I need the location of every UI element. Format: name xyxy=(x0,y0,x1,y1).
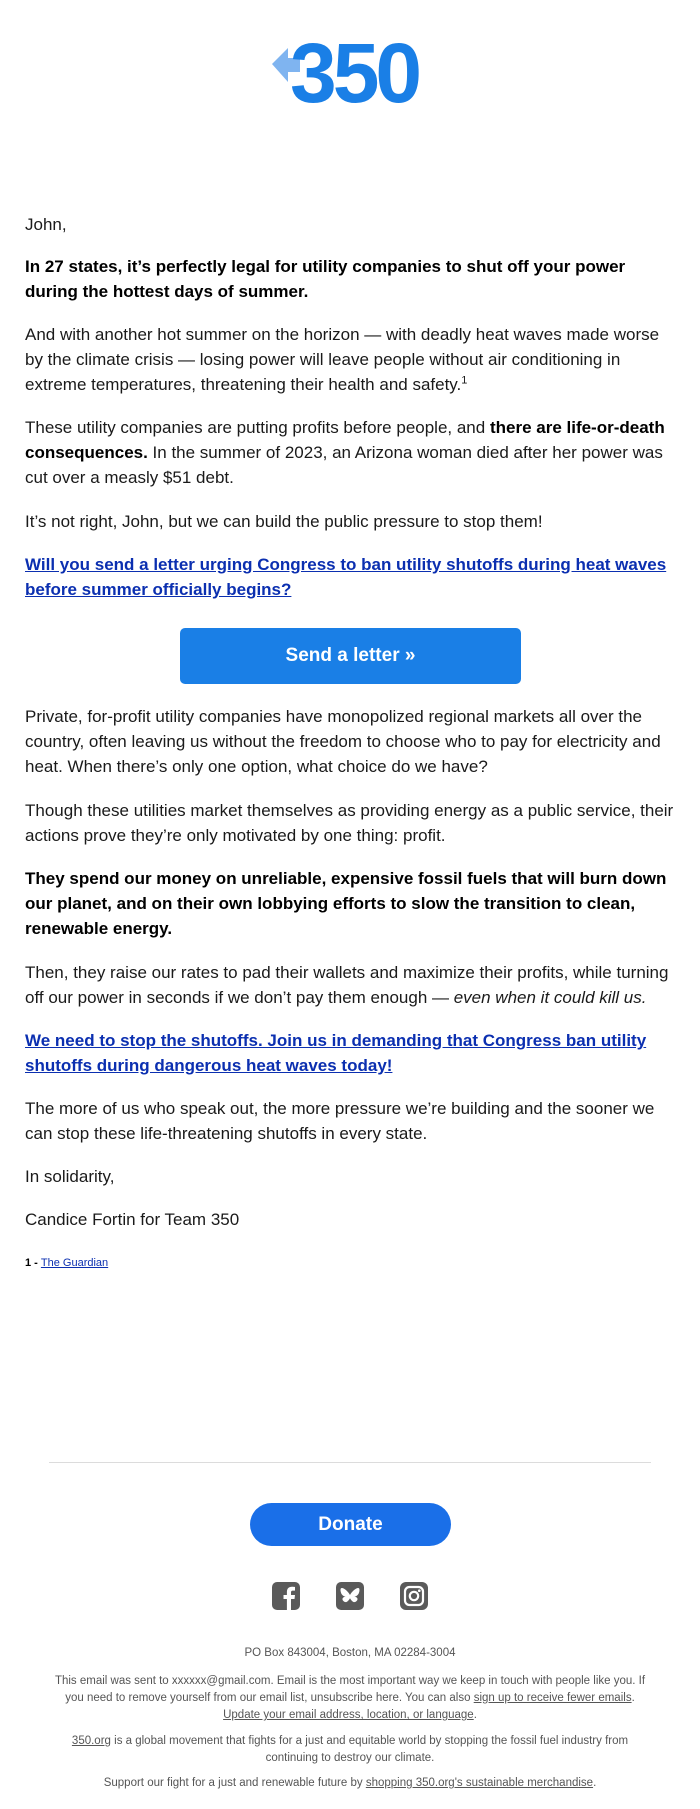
monopoly-paragraph: Private, for-profit utility companies have monopolized regional markets all over the country, often leaving us without the freedom to choose who to pay for electricity and heat. When there’s only one option, what choice do we have? xyxy=(25,707,661,776)
donate-button[interactable]: Donate xyxy=(250,1503,451,1546)
350-logo xyxy=(270,30,436,106)
email-notice: This email was sent to xxxxxx@gmail.com. Email is the most important way we keep in touch with people like you. If you need to remove yourself from our email list, unsubscribe here. You can also sign up to receive fewer emails. Update your email address, location, or language. xyxy=(54,1675,646,1721)
facebook-icon[interactable] xyxy=(272,1582,300,1610)
send-letter-button[interactable]: Send a letter » xyxy=(180,628,521,684)
mailing-address: PO Box 843004, Boston, MA 02284-3004 xyxy=(244,1647,456,1659)
intro-bold-paragraph: In 27 states, it’s perfectly legal for utility companies to shut off your power during the hottest days of summer. xyxy=(25,257,626,301)
fossil-fuels-paragraph: They spend our money on unreliable, expensive fossil fuels that will burn down our planet, and on their own lobbying efforts to slow the transition to clean, renewable energy. xyxy=(25,869,667,938)
stop-shutoffs-paragraph xyxy=(25,1028,680,1078)
rates-paragraph: Then, they raise our rates to pad their wallets and maximize their profits, while turning off our power in seconds if we don’t pay them enough — even when it could kill us. xyxy=(25,963,669,1007)
bluesky-icon[interactable] xyxy=(336,1582,364,1610)
350-org-link[interactable]: 350.org xyxy=(71,1735,111,1747)
shop-merchandise-link[interactable]: shopping 350.org's sustainable merchandise xyxy=(365,1777,594,1789)
heat-wave-paragraph: And with another hot summer on the horizon — with deadly heat waves made worse by the climate crisis — losing power will leave people without air conditioning in extreme temperatures, threatening their health and safety.$^1$ xyxy=(25,325,660,394)
svg-text:350: 350 xyxy=(290,30,419,106)
closing: In solidarity, xyxy=(25,1167,115,1186)
footnote: 1 - The Guardian xyxy=(25,1257,109,1269)
letter-link-paragraph xyxy=(25,552,680,602)
fewer-emails-link[interactable]: sign up to receive fewer emails xyxy=(473,1692,632,1704)
send-letter-link[interactable]: Will you send a letter urging Congress to ban utility shutoffs during heat waves before summer officially begins? xyxy=(25,555,667,599)
footnote-ref: 1 xyxy=(461,374,468,387)
footer-divider xyxy=(49,1462,651,1463)
profit-motive-paragraph: Though these utilities market themselves as providing energy as a public service, their actions prove they’re only motivated by one thing: profit. xyxy=(25,801,674,845)
org-description: 350.org is a global movement that fights for a just and equitable world by stopping the fossil fuel industry from continuing to destroy our climate. xyxy=(71,1735,629,1764)
merch-support: Support our fight for a just and renewable future by shopping 350.org's sustainable merchandise. xyxy=(103,1777,597,1789)
stop-shutoffs-link[interactable]: We need to stop the shutoffs. Join us in demanding that Congress ban utility shutoffs during dangerous heat waves today! xyxy=(25,1031,647,1075)
not-right-paragraph: It’s not right, John, but we can build the public pressure to stop them! xyxy=(25,512,543,531)
update-preferences-link[interactable]: Update your email address, location, or language xyxy=(223,1709,474,1721)
speak-out-paragraph: The more of us who speak out, the more pressure we’re building and the sooner we can stop these life-threatening shutoffs in every state. xyxy=(25,1099,655,1143)
signature: Candice Fortin for Team 350 xyxy=(25,1210,240,1229)
profits-paragraph: These utility companies are putting profits before people, and there are life-or-death consequences. In the summer of 2023, an Arizona woman died after her power was cut over a measly $51 debt. xyxy=(25,418,665,487)
greeting: John, xyxy=(25,215,67,234)
guardian-link[interactable]: The Guardian xyxy=(40,1257,109,1269)
instagram-icon[interactable] xyxy=(400,1582,428,1610)
